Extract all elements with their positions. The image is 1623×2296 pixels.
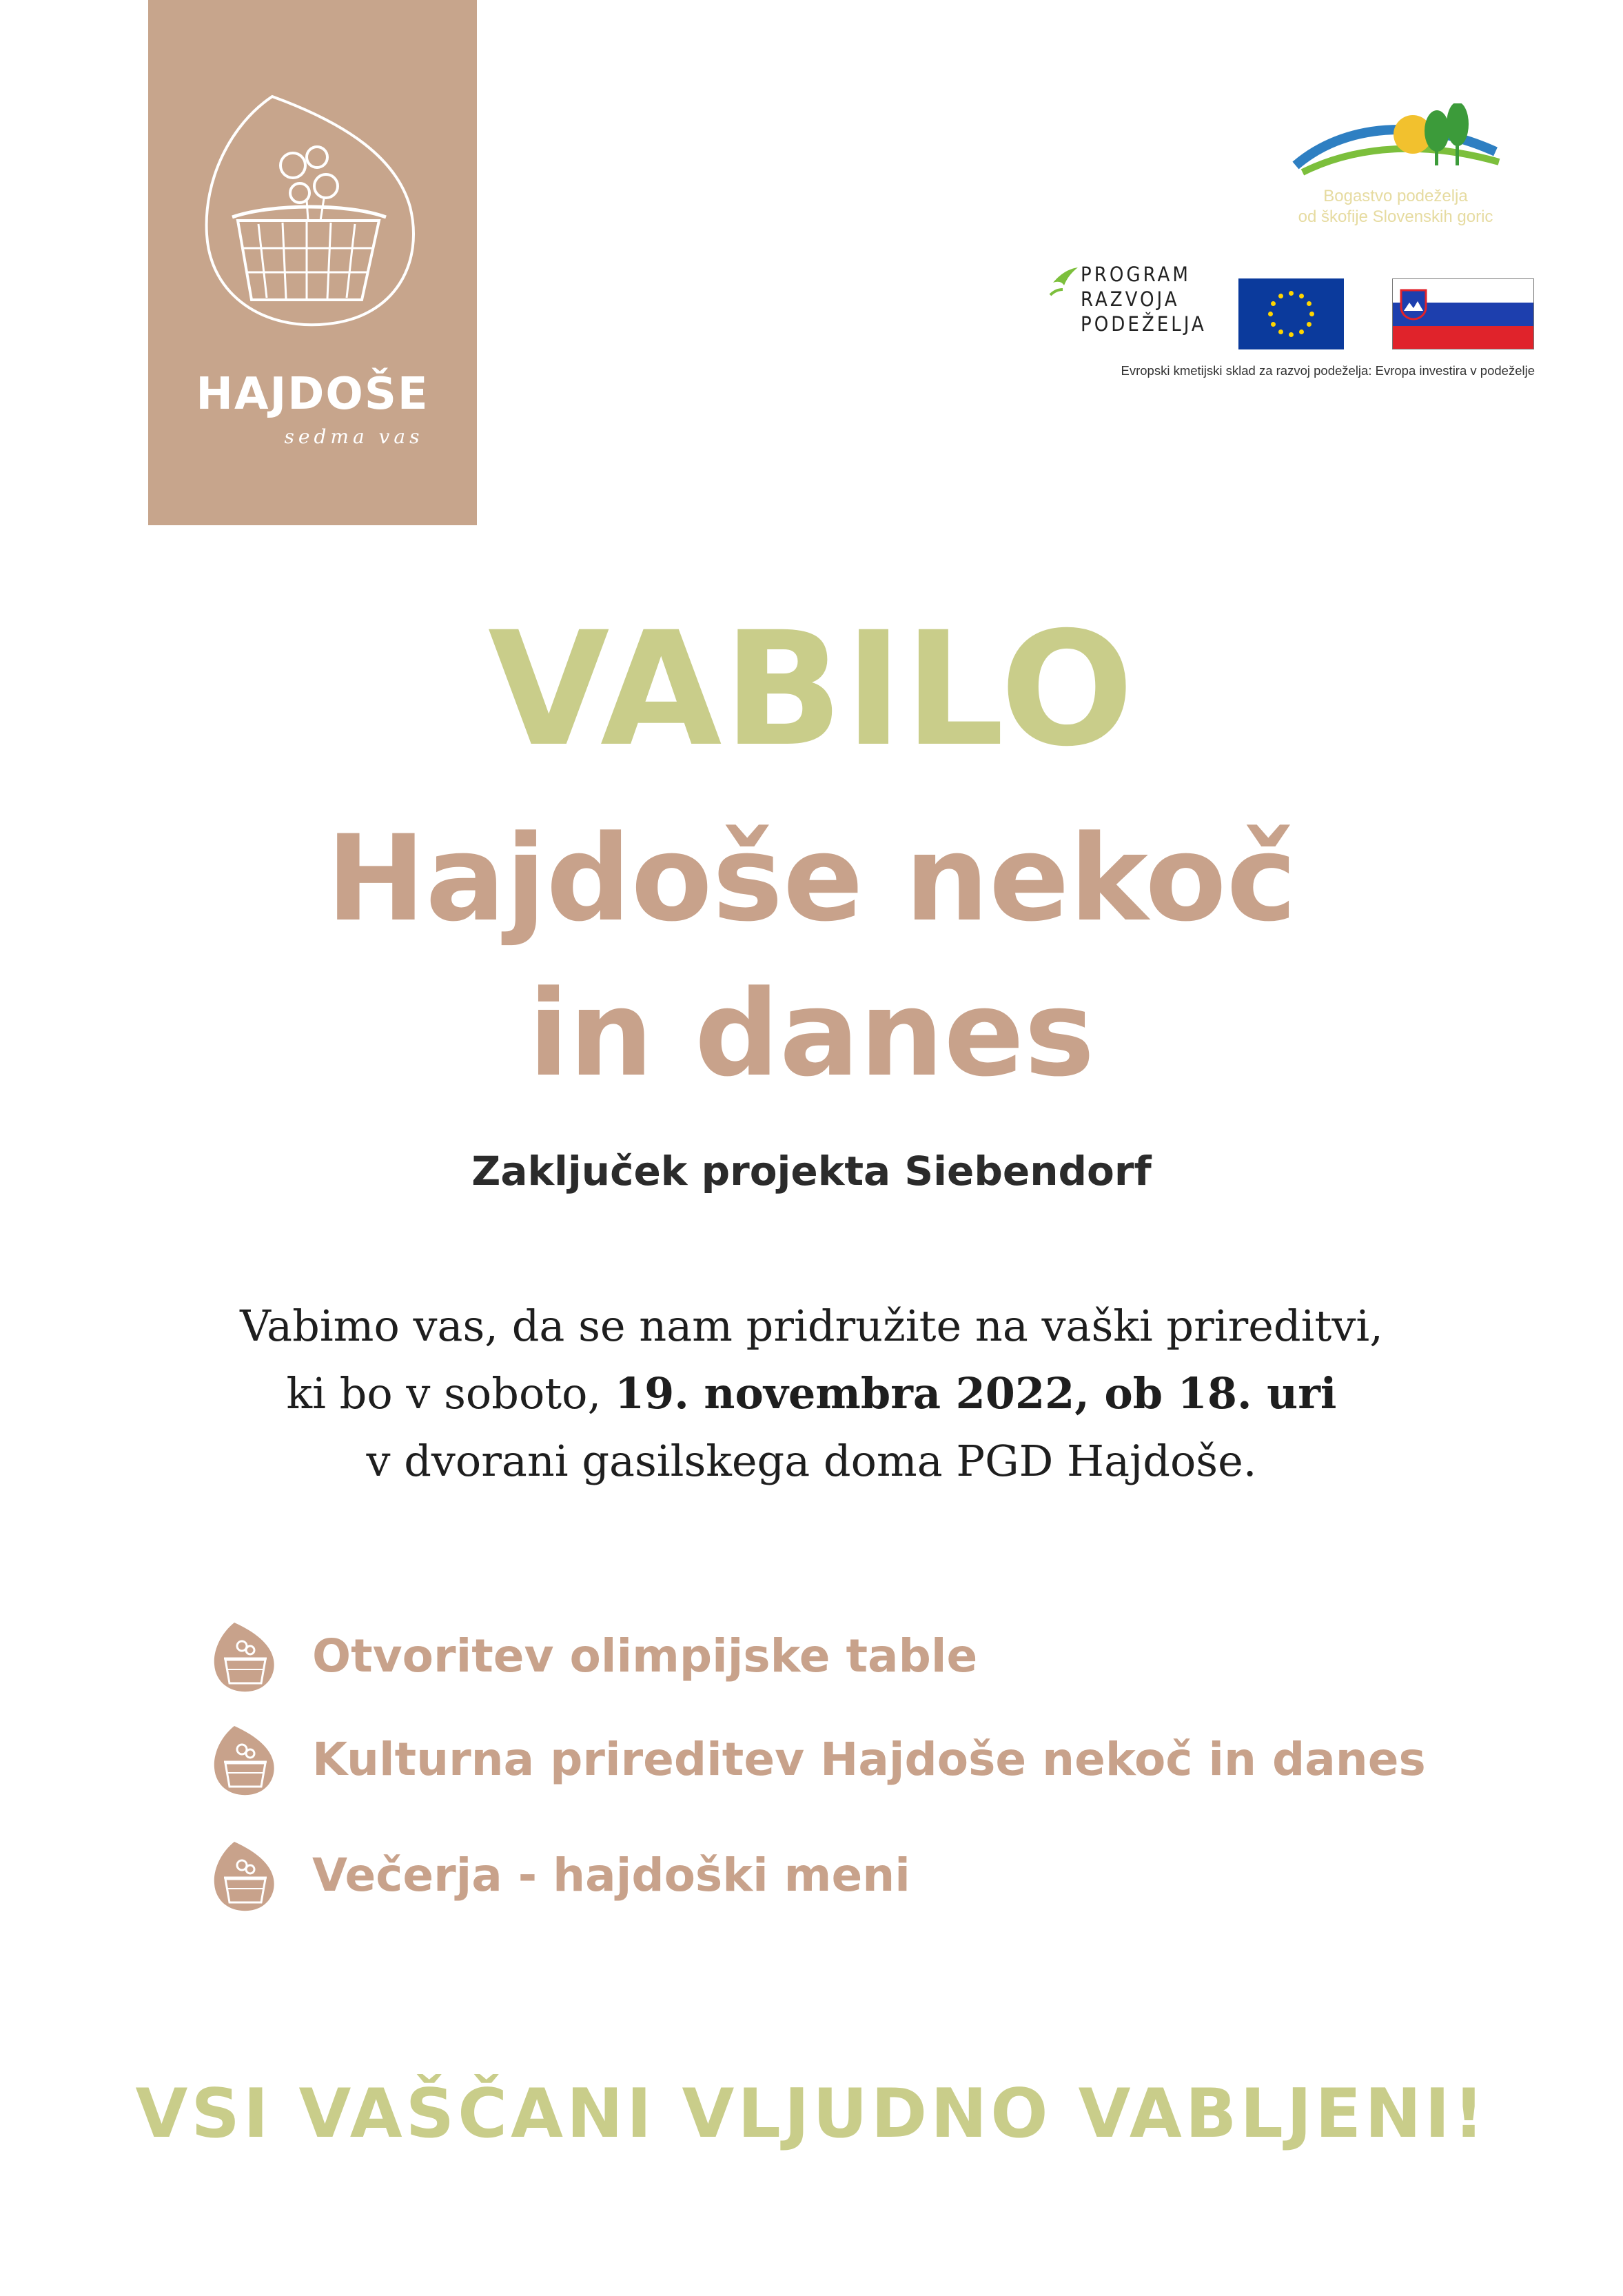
hajdose-logo — [148, 0, 477, 525]
event-date-time: 19. novembra 2022, ob 18. uri — [614, 1368, 1337, 1419]
logo-name: HAJDOŠE — [196, 369, 429, 420]
invitation-line2 — [0, 1360, 1623, 1428]
eu-stars-icon — [1238, 278, 1344, 349]
basket-drop-icon — [210, 1839, 279, 1915]
basket-drop-icon — [190, 83, 438, 358]
partner-text-line2: od škofije Slovenskih goric — [1298, 207, 1493, 226]
landscape-logo-icon — [1289, 103, 1502, 179]
program-item-1: Otvoritev olimpijske table — [312, 1629, 978, 1683]
program-item-3: Večerja - hajdoški meni — [312, 1849, 910, 1902]
coat-of-arms-icon — [1400, 289, 1427, 321]
basket-drop-icon — [210, 1620, 279, 1696]
page-title: VABILO — [487, 598, 1136, 781]
eu-flag — [1238, 278, 1344, 349]
invitation-line2-prefix: ki bo v soboto, — [286, 1368, 615, 1419]
logo-tagline: sedma vas — [284, 425, 424, 448]
project-caption: Zaključek projekta Siebendorf — [471, 1148, 1152, 1195]
footer-slogan: VSI VAŠČANI VLJUDNO VABLJENI! — [135, 2075, 1488, 2153]
eafrd-caption: Evropski kmetijski sklad za razvoj podeželja: Evropa investira v podeželje — [1121, 363, 1535, 378]
subtitle-line2: in danes — [528, 964, 1095, 1103]
prp-text: PROGRAM RAZVOJA PODEŽELJA — [1081, 263, 1207, 336]
bird-icon — [1048, 262, 1079, 303]
partner-text — [1247, 186, 1544, 227]
invitation-line3: v dvorani gasilskega doma PGD Hajdoše. — [366, 1436, 1257, 1486]
invitation-line1: Vabimo vas, da se nam pridružite na vaški prireditvi, — [240, 1301, 1383, 1351]
subtitle-line1: Hajdoše nekoč — [326, 809, 1297, 948]
program-item-2: Kulturna prireditev Hajdoše nekoč in danes — [312, 1733, 1426, 1786]
invitation-text — [0, 1292, 1623, 1495]
slovenia-flag — [1392, 278, 1534, 349]
partner-text-line1: Bogastvo podeželja — [1323, 187, 1468, 205]
basket-drop-icon — [210, 1723, 279, 1799]
